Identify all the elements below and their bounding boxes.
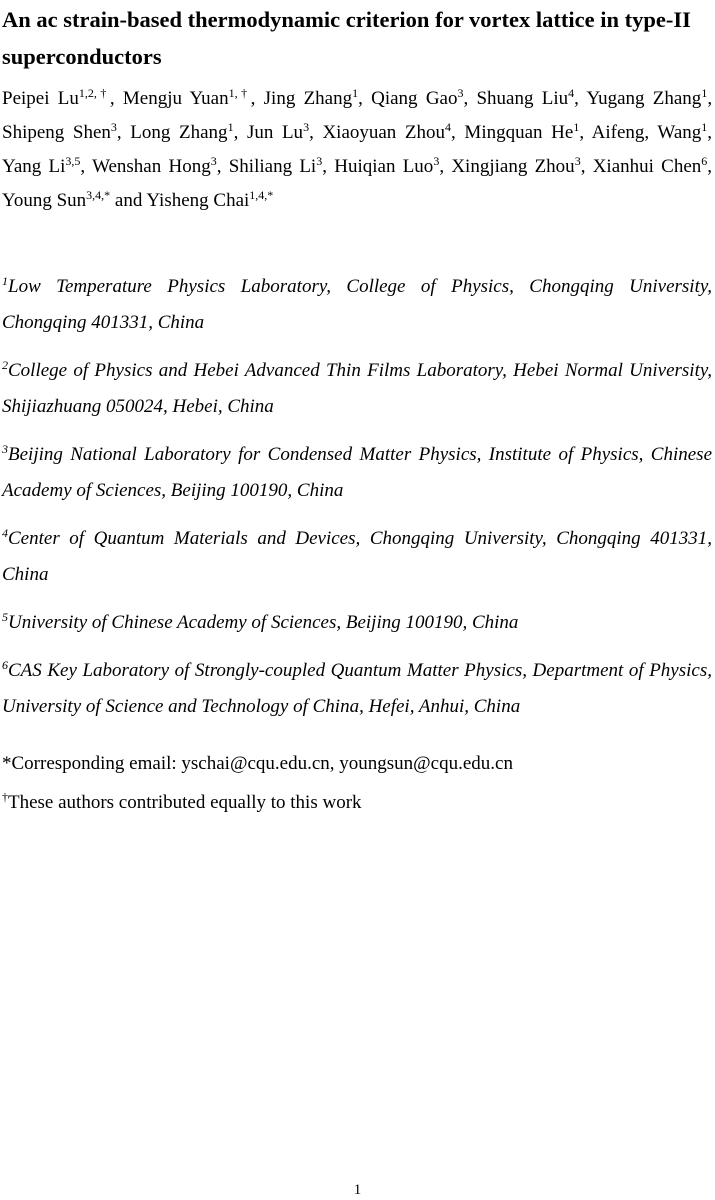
author-separator: , bbox=[580, 156, 593, 177]
author-affiliation-marker: 1 bbox=[352, 86, 359, 100]
author-separator: , bbox=[80, 156, 93, 177]
author-name: Jing Zhang bbox=[263, 88, 353, 109]
corresponding-email: *Corresponding email: yschai@cqu.edu.cn, youngsun@cqu.edu.cn bbox=[2, 753, 513, 774]
author-name: Mengju Yuan bbox=[122, 88, 229, 109]
author-affiliation-marker: 1,† bbox=[228, 86, 251, 100]
author-separator: , bbox=[216, 156, 229, 177]
author-separator: , bbox=[439, 156, 452, 177]
author-name: Xingjiang Zhou bbox=[451, 156, 575, 177]
author-name: Wenshan Hong bbox=[92, 156, 211, 177]
author-affiliation-marker: 3 bbox=[210, 154, 217, 168]
author-affiliation-marker: 3 bbox=[110, 120, 117, 134]
author-affiliation-marker: 1 bbox=[573, 120, 580, 134]
author-name: Mingquan He bbox=[464, 122, 574, 143]
author-separator: , bbox=[579, 122, 592, 143]
author-affiliation-marker: 1 bbox=[701, 120, 708, 134]
affiliation-text: Low Temperature Physics Laboratory, College of Physics, Chongqing University, Chongqing 401331, China bbox=[2, 276, 712, 333]
author-name: Qiang Gao bbox=[371, 88, 458, 109]
author-affiliation-marker: 1,2,† bbox=[78, 86, 110, 100]
author-affiliation-marker: 4 bbox=[445, 120, 452, 134]
affiliation-text: College of Physics and Hebei Advanced Thin Films Laboratory, Hebei Normal University, Shijiazhuang 050024, Hebei, China bbox=[2, 360, 712, 417]
author-name: Yugang Zhang bbox=[586, 88, 702, 109]
author-separator: , bbox=[109, 88, 123, 109]
affiliation-number: 3 bbox=[2, 442, 8, 456]
affiliation bbox=[2, 605, 712, 641]
author-list bbox=[2, 82, 712, 218]
author-name: Aifeng, Wang bbox=[591, 122, 702, 143]
author-name: Jun Lu bbox=[246, 122, 304, 143]
page-number: 1 bbox=[353, 1182, 362, 1198]
paper-title: An ac strain-based thermodynamic criterion for vortex lattice in type-II superconductors bbox=[2, 7, 691, 69]
author-separator: , bbox=[451, 122, 465, 143]
author-name: Shiliang Li bbox=[228, 156, 317, 177]
author-separator: , bbox=[322, 156, 335, 177]
author-name: Xianhui Chen bbox=[592, 156, 702, 177]
affiliation bbox=[2, 353, 712, 425]
affiliation-number: 4 bbox=[2, 526, 8, 540]
author-affiliation-marker: 3,5 bbox=[65, 154, 81, 168]
author-separator: , bbox=[358, 88, 372, 109]
affiliation-number: 5 bbox=[2, 610, 8, 624]
author-separator: , bbox=[233, 122, 247, 143]
author-name: Xiaoyuan Zhou bbox=[322, 122, 446, 143]
affiliation-number: 2 bbox=[2, 358, 8, 372]
author-name: Yang Li bbox=[2, 156, 66, 177]
equal-contribution-text: These authors contributed equally to this work bbox=[8, 792, 362, 813]
affiliation bbox=[2, 437, 712, 509]
equal-contribution-note bbox=[2, 788, 712, 818]
affiliation-text: Center of Quantum Materials and Devices, Chongqing University, Chongqing 401331, China bbox=[2, 528, 712, 585]
affiliation-number: 6 bbox=[2, 658, 8, 672]
author-separator: , bbox=[309, 122, 323, 143]
author-name: Shuang Liu bbox=[476, 88, 569, 109]
author-affiliation-marker: 3 bbox=[303, 120, 310, 134]
dagger-mark: † bbox=[2, 790, 8, 804]
affiliation bbox=[2, 653, 712, 725]
author-affiliation-marker: 1,4,* bbox=[249, 188, 274, 202]
author-separator: , bbox=[707, 156, 713, 177]
author-separator: , bbox=[116, 122, 131, 143]
author-name: Shipeng Shen bbox=[2, 122, 111, 143]
author-affiliation-marker: 3 bbox=[457, 86, 464, 100]
author-name: Peipei Lu bbox=[2, 88, 79, 109]
author-name: Young Sun bbox=[2, 190, 87, 211]
author-separator: and bbox=[110, 190, 147, 211]
author-name: Yisheng Chai bbox=[146, 190, 250, 211]
author-affiliation-marker: 4 bbox=[568, 86, 575, 100]
author-affiliation-marker: 3 bbox=[433, 154, 440, 168]
author-name: Huiqian Luo bbox=[334, 156, 434, 177]
author-separator: , bbox=[707, 122, 713, 143]
affiliation-text: CAS Key Laboratory of Strongly-coupled Quantum Matter Physics, Department of Physics, University of Science and Technology of China, Hefei, Anhui, China bbox=[2, 660, 712, 717]
affiliation-text: University of Chinese Academy of Sciences, Beijing 100190, China bbox=[8, 612, 519, 633]
author-affiliation-marker: 6 bbox=[701, 154, 708, 168]
affiliation-number: 1 bbox=[2, 274, 8, 288]
author-separator: , bbox=[463, 88, 477, 109]
affiliation-text: Beijing National Laboratory for Condensed Matter Physics, Institute of Physics, Chinese Academy of Sciences, Beijing 100190, China bbox=[2, 444, 712, 501]
author-affiliation-marker: 3 bbox=[316, 154, 323, 168]
author-affiliation-marker: 1 bbox=[701, 86, 708, 100]
author-affiliation-marker: 1 bbox=[227, 120, 234, 134]
author-affiliation-marker: 3 bbox=[574, 154, 581, 168]
affiliation bbox=[2, 521, 712, 593]
author-separator: , bbox=[707, 88, 713, 109]
author-affiliation-marker: 3,4,* bbox=[86, 188, 111, 202]
author-separator: , bbox=[250, 88, 264, 109]
affiliation bbox=[2, 269, 712, 341]
author-name: Long Zhang bbox=[130, 122, 228, 143]
author-separator: , bbox=[574, 88, 587, 109]
